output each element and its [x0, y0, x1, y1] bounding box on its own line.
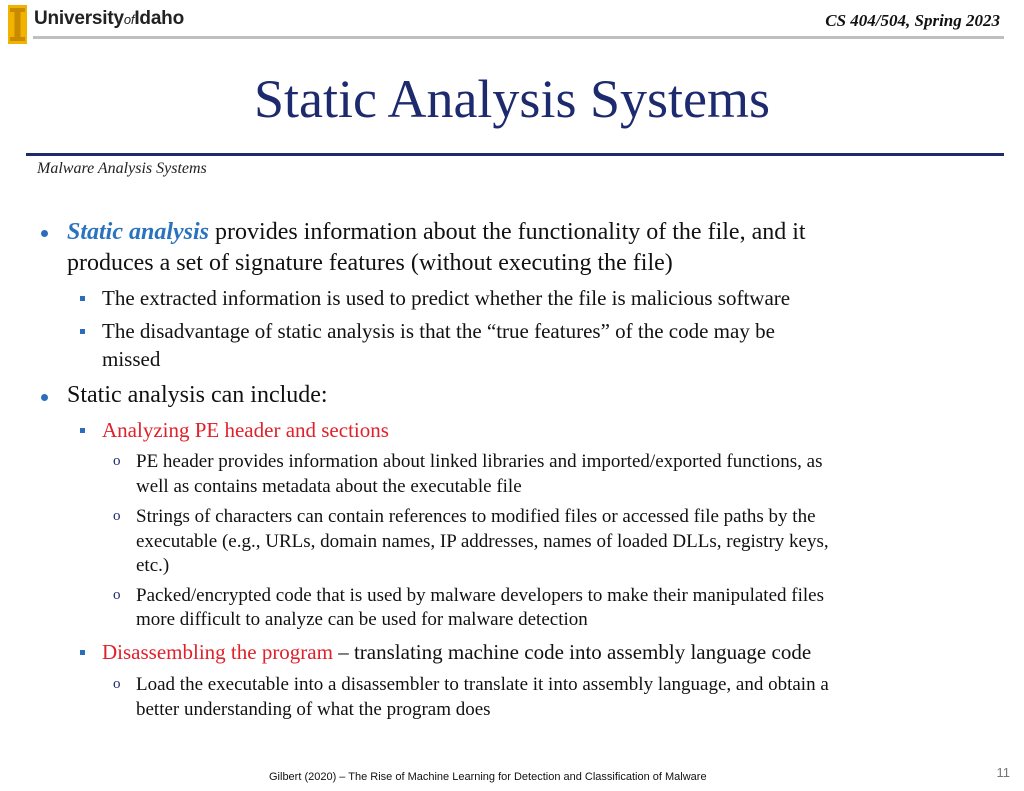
circle-bullet: o	[113, 676, 121, 692]
citation-footer: Gilbert (2020) – The Rise of Machine Learning for Detection and Classification of Malware	[269, 771, 707, 783]
pe-header-line-1: PE header provides information about linked libraries and imported/exported functions, as	[136, 451, 823, 472]
header-divider	[33, 36, 1004, 39]
bullet-1-line-1: Static analysis provides information about the functionality of the file, and it	[67, 219, 806, 245]
page-title: Static Analysis Systems	[253, 69, 771, 129]
page-number: 11	[996, 765, 1010, 780]
logo-wordmark: UniversityofIdaho	[34, 8, 184, 29]
square-bullet	[80, 296, 85, 301]
circle-bullet: o	[113, 508, 121, 524]
bullet-1-sub-2-line-1: The disadvantage of static analysis is that the “true features” of the code may be	[102, 319, 775, 343]
strings-line-1: Strings of characters can contain references to modified files or accessed file paths by the	[136, 506, 816, 527]
bullet-1-line-2: produces a set of signature features (without executing the file)	[67, 250, 673, 276]
bullet-2-sub-2: Disassembling the program – translating machine code into assembly language code	[102, 640, 812, 664]
square-bullet	[80, 329, 85, 334]
idaho-i-logo-icon	[8, 5, 27, 44]
course-label: CS 404/504, Spring 2023	[825, 11, 1000, 30]
packed-line-2: more difficult to analyze can be used for malware detection	[136, 609, 588, 630]
disassembler-line-1: Load the executable into a disassembler to translate it into assembly language, and obtain a	[136, 674, 829, 695]
bullet-1-sub-2-line-2: missed	[102, 347, 161, 371]
square-bullet	[80, 650, 85, 655]
bullet-1-sub-1: The extracted information is used to predict whether the file is malicious software	[102, 286, 791, 310]
circle-bullet: o	[113, 453, 121, 469]
bullet-dot	[41, 394, 48, 401]
title-rule	[26, 153, 1004, 156]
circle-bullet: o	[113, 587, 121, 603]
strings-line-2: executable (e.g., URLs, domain names, IP addresses, names of loaded DLLs, registry keys,	[136, 531, 829, 552]
disassembler-line-2: better understanding of what the program does	[136, 699, 491, 720]
square-bullet	[80, 428, 85, 433]
bullet-dot	[41, 230, 48, 237]
strings-line-3: etc.)	[136, 555, 170, 576]
packed-line-1: Packed/encrypted code that is used by malware developers to make their manipulated files	[136, 585, 824, 606]
bullet-2-sub-1: Analyzing PE header and sections	[102, 418, 389, 442]
section-subtitle: Malware Analysis Systems	[37, 160, 207, 177]
pe-header-line-2: well as contains metadata about the executable file	[136, 476, 522, 497]
static-analysis-term: Static analysis	[67, 219, 210, 245]
bullet-2: Static analysis can include:	[67, 382, 328, 408]
